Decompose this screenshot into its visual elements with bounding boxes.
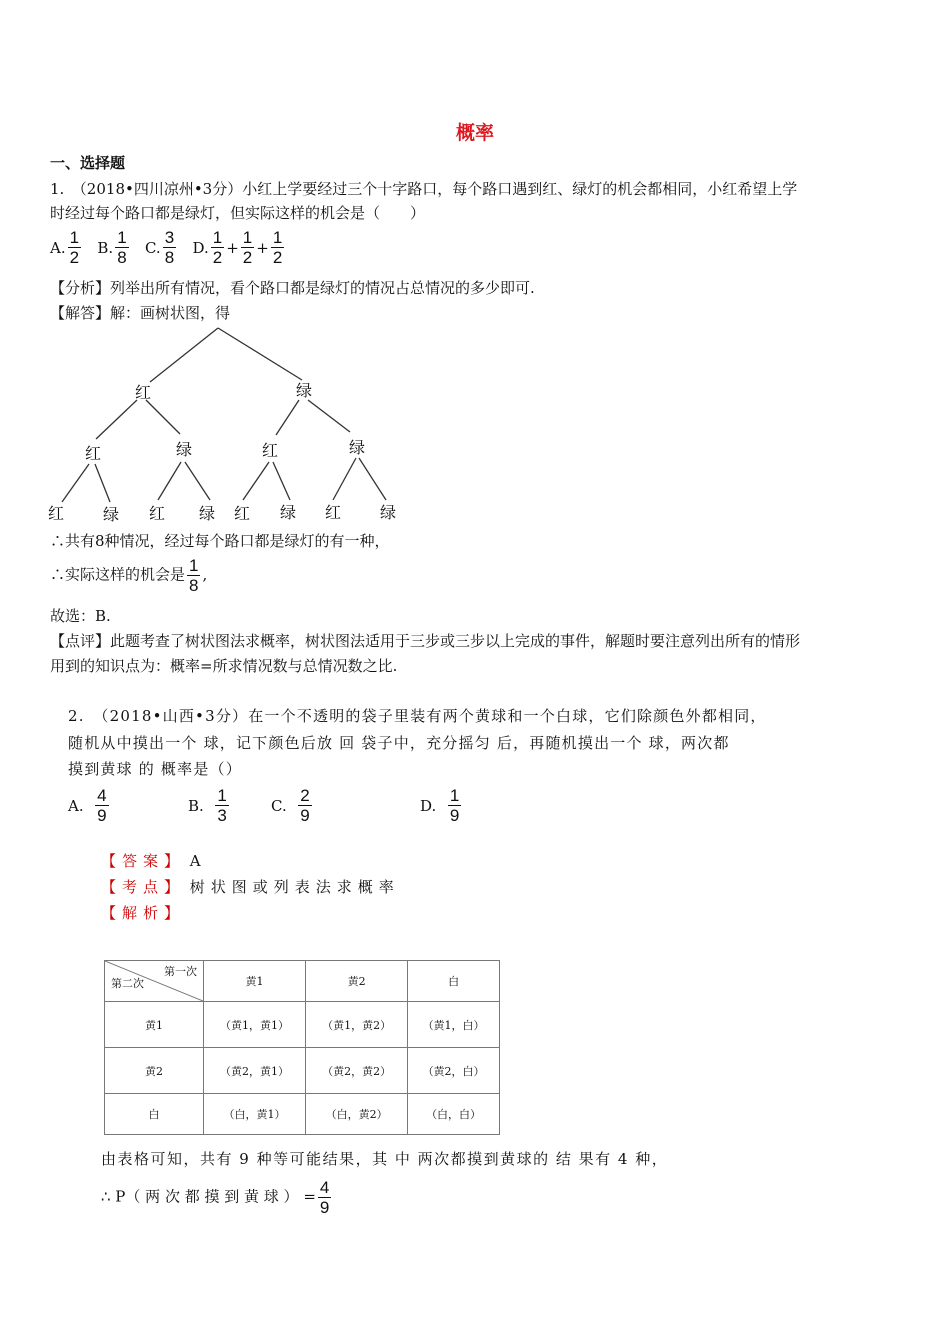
q1-option-d <box>192 228 286 267</box>
q2-stem-line2: 随机从中摸出一个 球，记下颜色后放 回 袋子中，充分摇匀 后，再随机摸出一个 球，两次都 <box>68 734 730 752</box>
analysis-label: 【解析】 <box>101 904 186 922</box>
tree-node-l1-1: 绿 <box>296 381 313 400</box>
fraction <box>211 228 224 267</box>
col-header: 黄2 <box>306 961 408 1002</box>
tree-node-l3-4: 红 <box>234 504 251 523</box>
numerator: 1 <box>117 228 127 247</box>
table-cell: （白，白） <box>408 1094 500 1135</box>
q2-option-a <box>68 786 111 825</box>
numerator: 4 <box>97 786 107 805</box>
denominator: 2 <box>212 248 223 267</box>
q2-stem-line1: 2. （2018•山西•3分）在一个不透明的袋子里装有两个黄球和一个白球，它们除颜色外都相同， <box>68 707 767 725</box>
tree-node-l2-0: 红 <box>85 444 102 463</box>
table-cell: （黄1，黄1） <box>204 1002 306 1048</box>
q2-analysis-row <box>101 902 185 923</box>
q1-choice: 故选：B. <box>50 607 111 625</box>
numerator: 1 <box>217 786 227 805</box>
q1-analysis: 【分析】列举出所有情况，看个路口都是绿灯的情况占总情况的多少即可. <box>50 279 535 297</box>
q1-option-a <box>50 228 83 267</box>
denominator: 3 <box>217 806 227 825</box>
q1-option-b <box>97 228 130 267</box>
q1-comment-line1: 【点评】此题考查了树状图法求概率，树状图法适用于三步或三步以上完成的事件，解题时要注意列出所有的情形 <box>50 632 801 650</box>
outcome-table <box>104 960 500 1135</box>
table-row <box>105 1002 500 1048</box>
option-label: C. <box>144 238 161 257</box>
tree-node-l2-2: 红 <box>262 441 279 460</box>
tree-node-l3-6: 红 <box>325 503 342 522</box>
table-cell: （黄2，黄1） <box>204 1048 306 1094</box>
q1-stem-line1: 1. （2018•四川凉州•3分）小红上学要经过三个十字路口，每个路口遇到红、绿灯的机会都相同，小红希望上学 <box>50 180 798 198</box>
q2-probability-line <box>101 1178 333 1217</box>
q2-option-c <box>271 786 314 825</box>
row-header: 白 <box>105 1094 204 1135</box>
option-label: B. <box>97 238 114 257</box>
probability-text: ∴ P（ 两 次 都 摸 到 黄 球 ） = <box>101 1187 316 1206</box>
tree-node-l3-1: 绿 <box>103 505 120 524</box>
col-header: 黄1 <box>204 961 306 1002</box>
denominator: 8 <box>189 576 199 595</box>
option-label: C. <box>271 796 287 815</box>
numerator: 3 <box>164 228 175 247</box>
section-heading: 一、选择题 <box>50 154 126 172</box>
corner-top-label: 第一次 <box>164 965 197 978</box>
plus-sign: + <box>226 238 239 257</box>
tree-node-l2-1: 绿 <box>176 440 193 459</box>
fraction <box>115 228 128 267</box>
q2-option-b <box>188 786 231 825</box>
table-cell: （黄1，白） <box>408 1002 500 1048</box>
denominator: 9 <box>97 806 107 825</box>
q2-answer-row <box>101 850 201 871</box>
fraction <box>163 228 176 267</box>
fraction <box>298 786 311 825</box>
page-title: 概率 <box>455 122 494 144</box>
conclusion-suffix: , <box>202 565 208 584</box>
numerator: 1 <box>272 228 283 247</box>
numerator: 1 <box>242 228 253 247</box>
fraction <box>215 786 228 825</box>
q1-options <box>50 228 286 267</box>
denominator: 8 <box>164 248 175 267</box>
q1-conclusion1: ∴共有8种情况，经过每个路口都是绿灯的有一种， <box>50 532 390 550</box>
table-row <box>105 1048 500 1094</box>
q1-stem-line2: 时经过每个路口都是绿灯，但实际这样的机会是（ ） <box>50 204 426 222</box>
row-header: 黄1 <box>105 1002 204 1048</box>
fraction <box>318 1178 331 1217</box>
table-cell: （白，黄1） <box>204 1094 306 1135</box>
denominator: 2 <box>242 248 253 267</box>
numerator: 4 <box>319 1178 330 1197</box>
q1-option-c <box>145 228 178 267</box>
tree-node-l3-2: 红 <box>149 504 166 523</box>
option-label: D. <box>420 796 437 815</box>
option-label: D. <box>192 238 209 257</box>
answer-value: A <box>189 852 201 870</box>
table-cell: （黄2，黄2） <box>306 1048 408 1094</box>
fraction <box>271 228 284 267</box>
numerator: 1 <box>189 556 199 575</box>
tree-node-l2-3: 绿 <box>349 438 366 457</box>
numerator: 1 <box>69 228 80 247</box>
denominator: 9 <box>319 1198 330 1217</box>
table-cell: （白，黄2） <box>306 1094 408 1135</box>
q2-point-row <box>101 876 400 897</box>
table-cell: （黄2，白） <box>408 1048 500 1094</box>
table-cell: （黄1，黄2） <box>306 1002 408 1048</box>
denominator: 2 <box>272 248 283 267</box>
numerator: 1 <box>449 786 460 805</box>
plus-sign: + <box>256 238 269 257</box>
q2-stem-line3: 摸到黄球 的 概率是（） <box>68 760 242 778</box>
fraction <box>187 556 200 595</box>
fraction <box>448 786 461 825</box>
denominator: 2 <box>69 248 80 267</box>
q1-answer-intro: 【解答】解：画树状图，得 <box>50 304 231 322</box>
denominator: 8 <box>117 248 127 267</box>
q1-comment-line2: 用到的知识点为：概率=所求情况数与总情况数之比. <box>50 657 398 675</box>
option-label: A. <box>50 238 66 257</box>
tree-diagram <box>40 322 420 527</box>
row-header: 黄2 <box>105 1048 204 1094</box>
tree-node-l3-5: 绿 <box>280 503 297 522</box>
tree-node-l1-0: 红 <box>135 383 152 402</box>
denominator: 9 <box>449 806 460 825</box>
fraction <box>95 786 108 825</box>
corner-bottom-label: 第二次 <box>111 977 144 990</box>
denominator: 9 <box>300 806 310 825</box>
conclusion-text: ∴实际这样的机会是 <box>50 565 186 584</box>
fraction <box>241 228 254 267</box>
q1-conclusion2 <box>50 556 207 595</box>
point-value: 树状图或列表法求概率 <box>189 878 400 896</box>
tree-node-l3-7: 绿 <box>380 503 397 522</box>
col-header: 白 <box>408 961 500 1002</box>
tree-node-l3-0: 红 <box>48 504 65 523</box>
option-label: B. <box>188 796 204 815</box>
numerator: 1 <box>212 228 223 247</box>
answer-label: 【答案】 <box>101 852 186 870</box>
fraction <box>68 228 81 267</box>
table-corner-cell <box>105 961 204 1002</box>
q2-option-d <box>420 786 463 825</box>
option-label: A. <box>68 796 84 815</box>
tree-node-l3-3: 绿 <box>199 504 216 523</box>
numerator: 2 <box>300 786 310 805</box>
point-label: 【考点】 <box>101 878 186 896</box>
q2-result-line: 由表格可知，共有 9 种等可能结果，其 中 两次都摸到黄球的 结 果有 4 种， <box>101 1150 669 1168</box>
table-row <box>105 1094 500 1135</box>
